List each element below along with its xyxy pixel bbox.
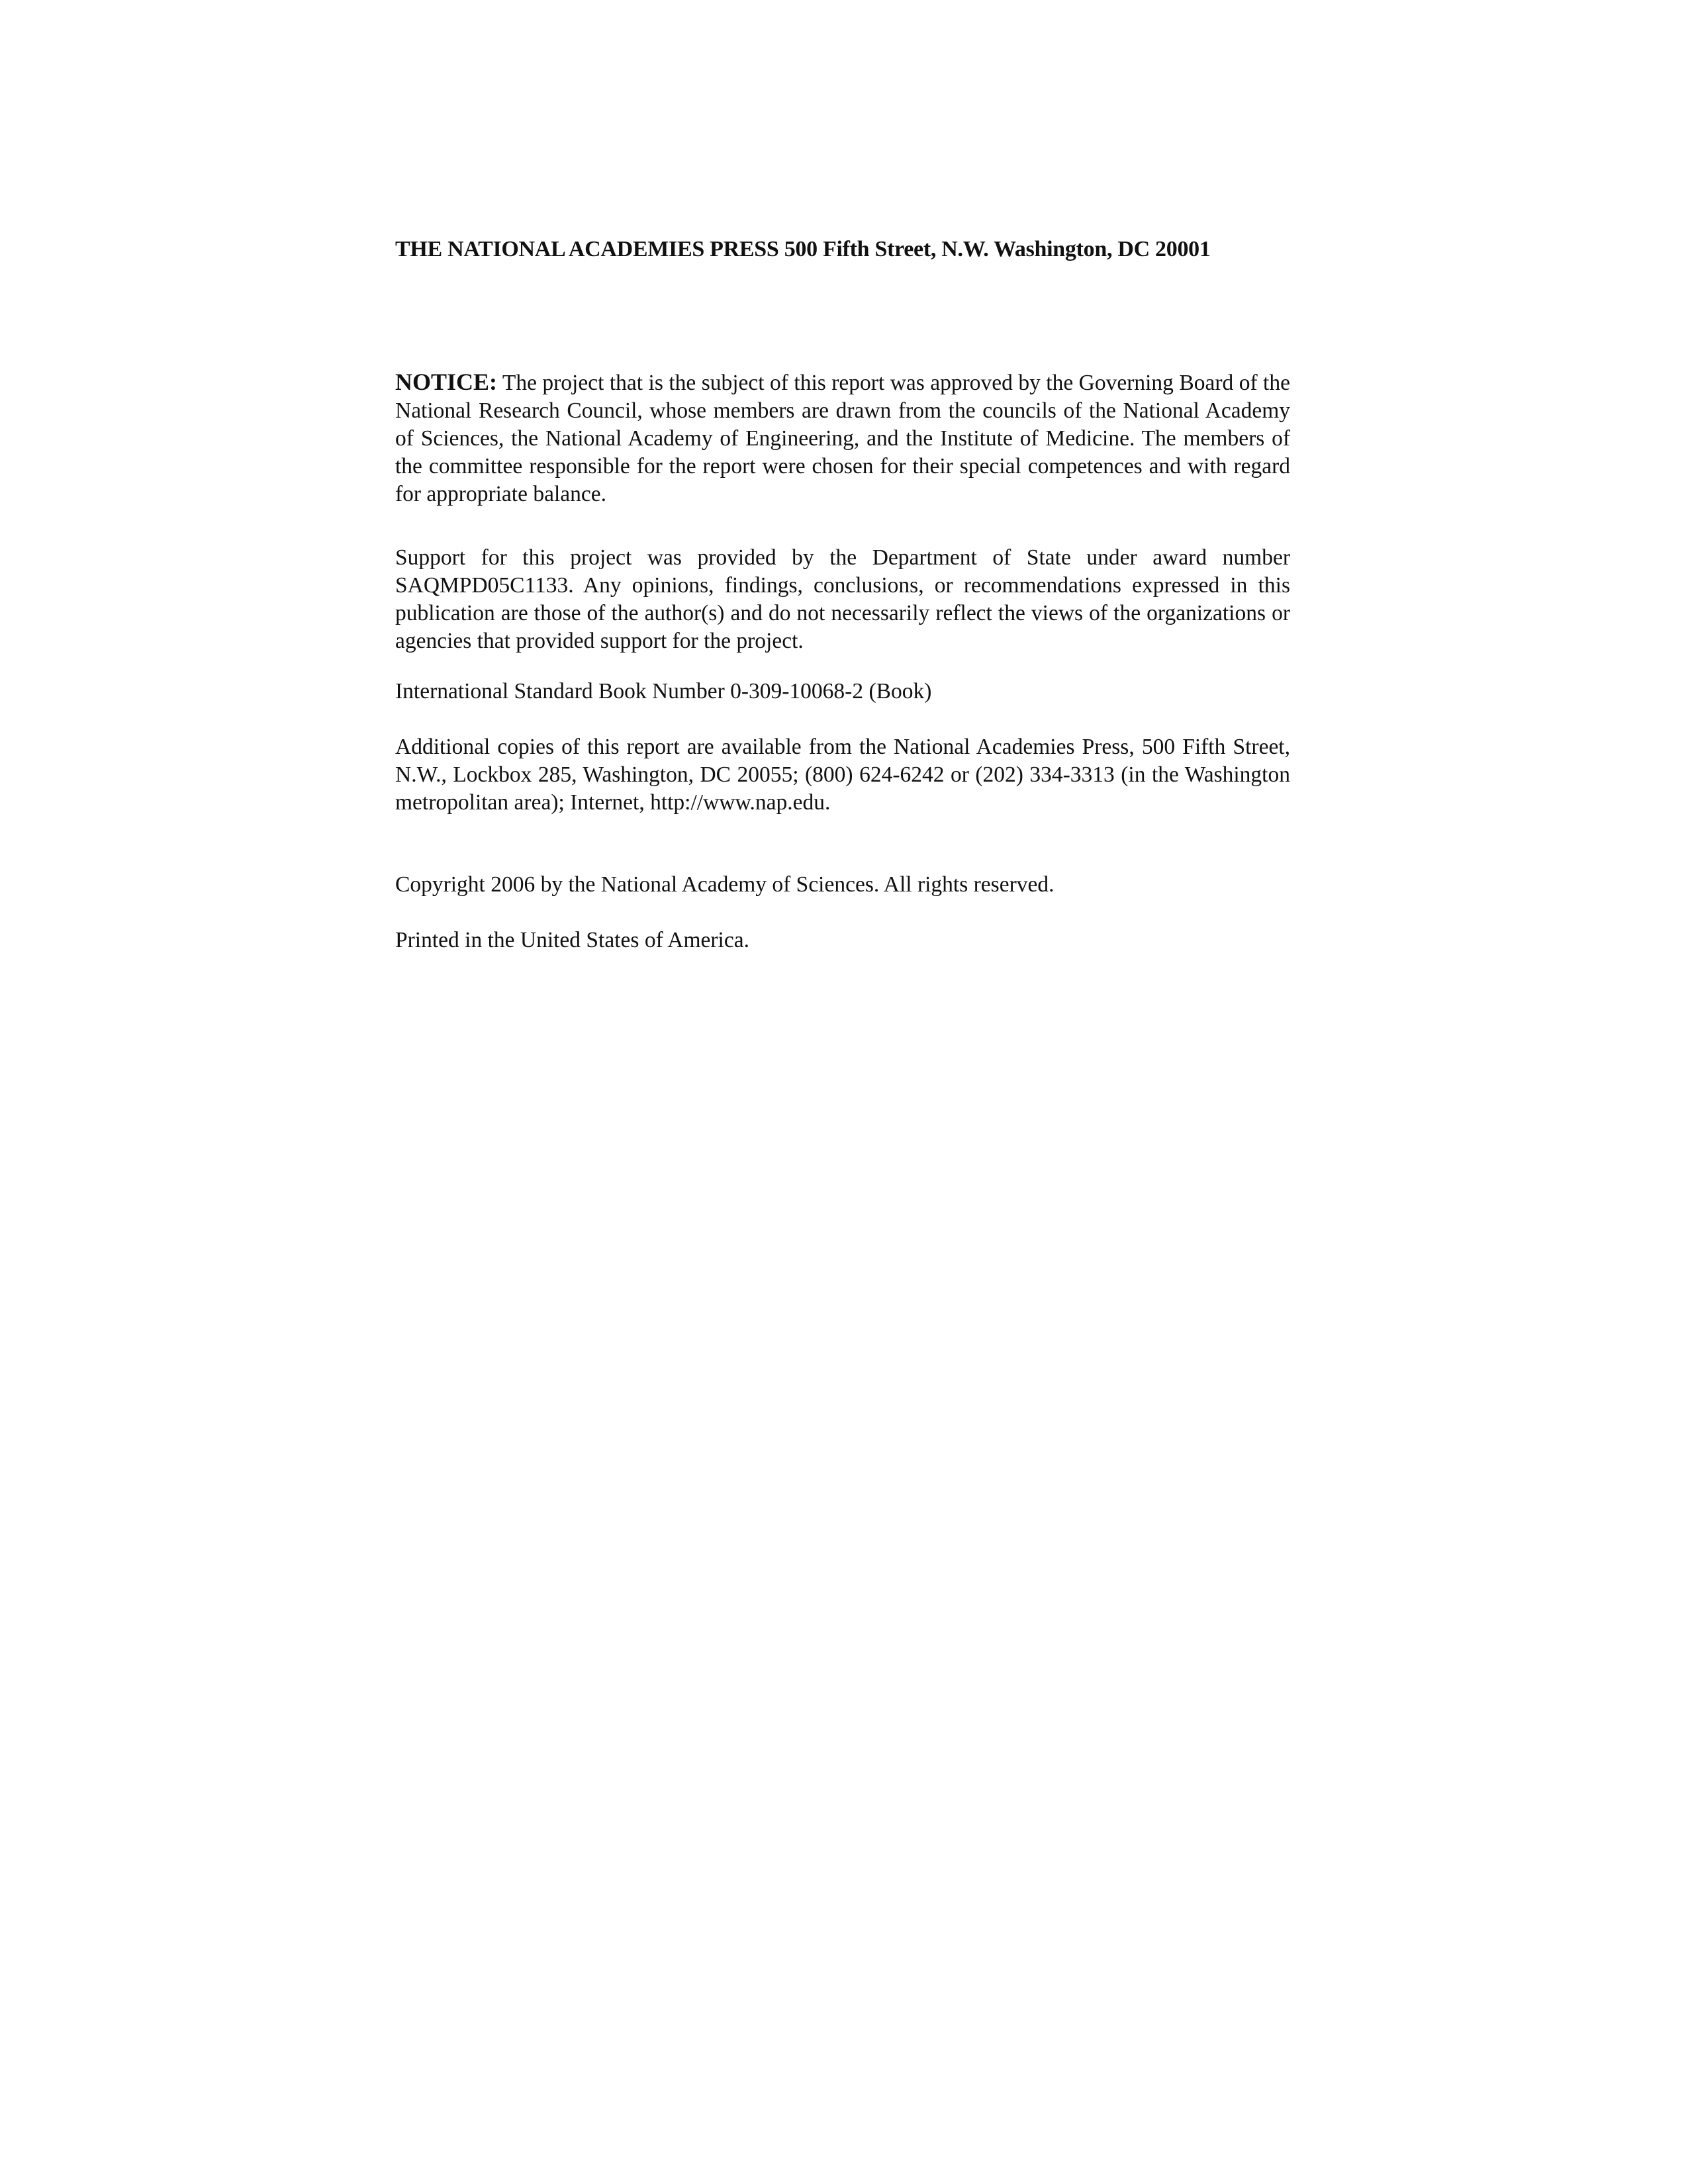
notice-text: The project that is the subject of this report was approved by the Governing Board of the National Research Council, whose members are drawn from the councils of the National Academy of Sciences, the National Academy of Engineering, and the Institute of Medicine. The members of the committee responsible for the report were chosen for their special competences and with regard for appropriate balance. [395,371,1290,506]
copyright-line: Copyright 2006 by the National Academy of Sciences. All rights reserved. [395,872,1055,897]
additional-copies-paragraph: Additional copies of this report are available from the National Academies Press, 500 Fifth Street, N.W., Lockbox 285, Washington, DC 20055; (800) 624-6242 or (202) 334-3313 (in the Washington metropolitan area); Internet, http://www.nap.edu. [395,735,1290,815]
printed-line: Printed in the United States of America. [395,928,749,952]
support-paragraph: Support for this project was provided by the Department of State under award number SAQMPD05C1133. Any opinions, findings, conclusions, or recommendations expressed in this publication are those of the author(s) and do not necessarily reflect the views of the organizations or agencies that provided support for the project. [395,545,1290,653]
notice-paragraph [395,368,1290,508]
publisher-address-line: THE NATIONAL ACADEMIES PRESS 500 Fifth Street, N.W. Washington, DC 20001 [395,237,1211,261]
isbn-line: International Standard Book Number 0-309-10068-2 (Book) [395,679,932,704]
notice-label: NOTICE: [395,369,498,395]
